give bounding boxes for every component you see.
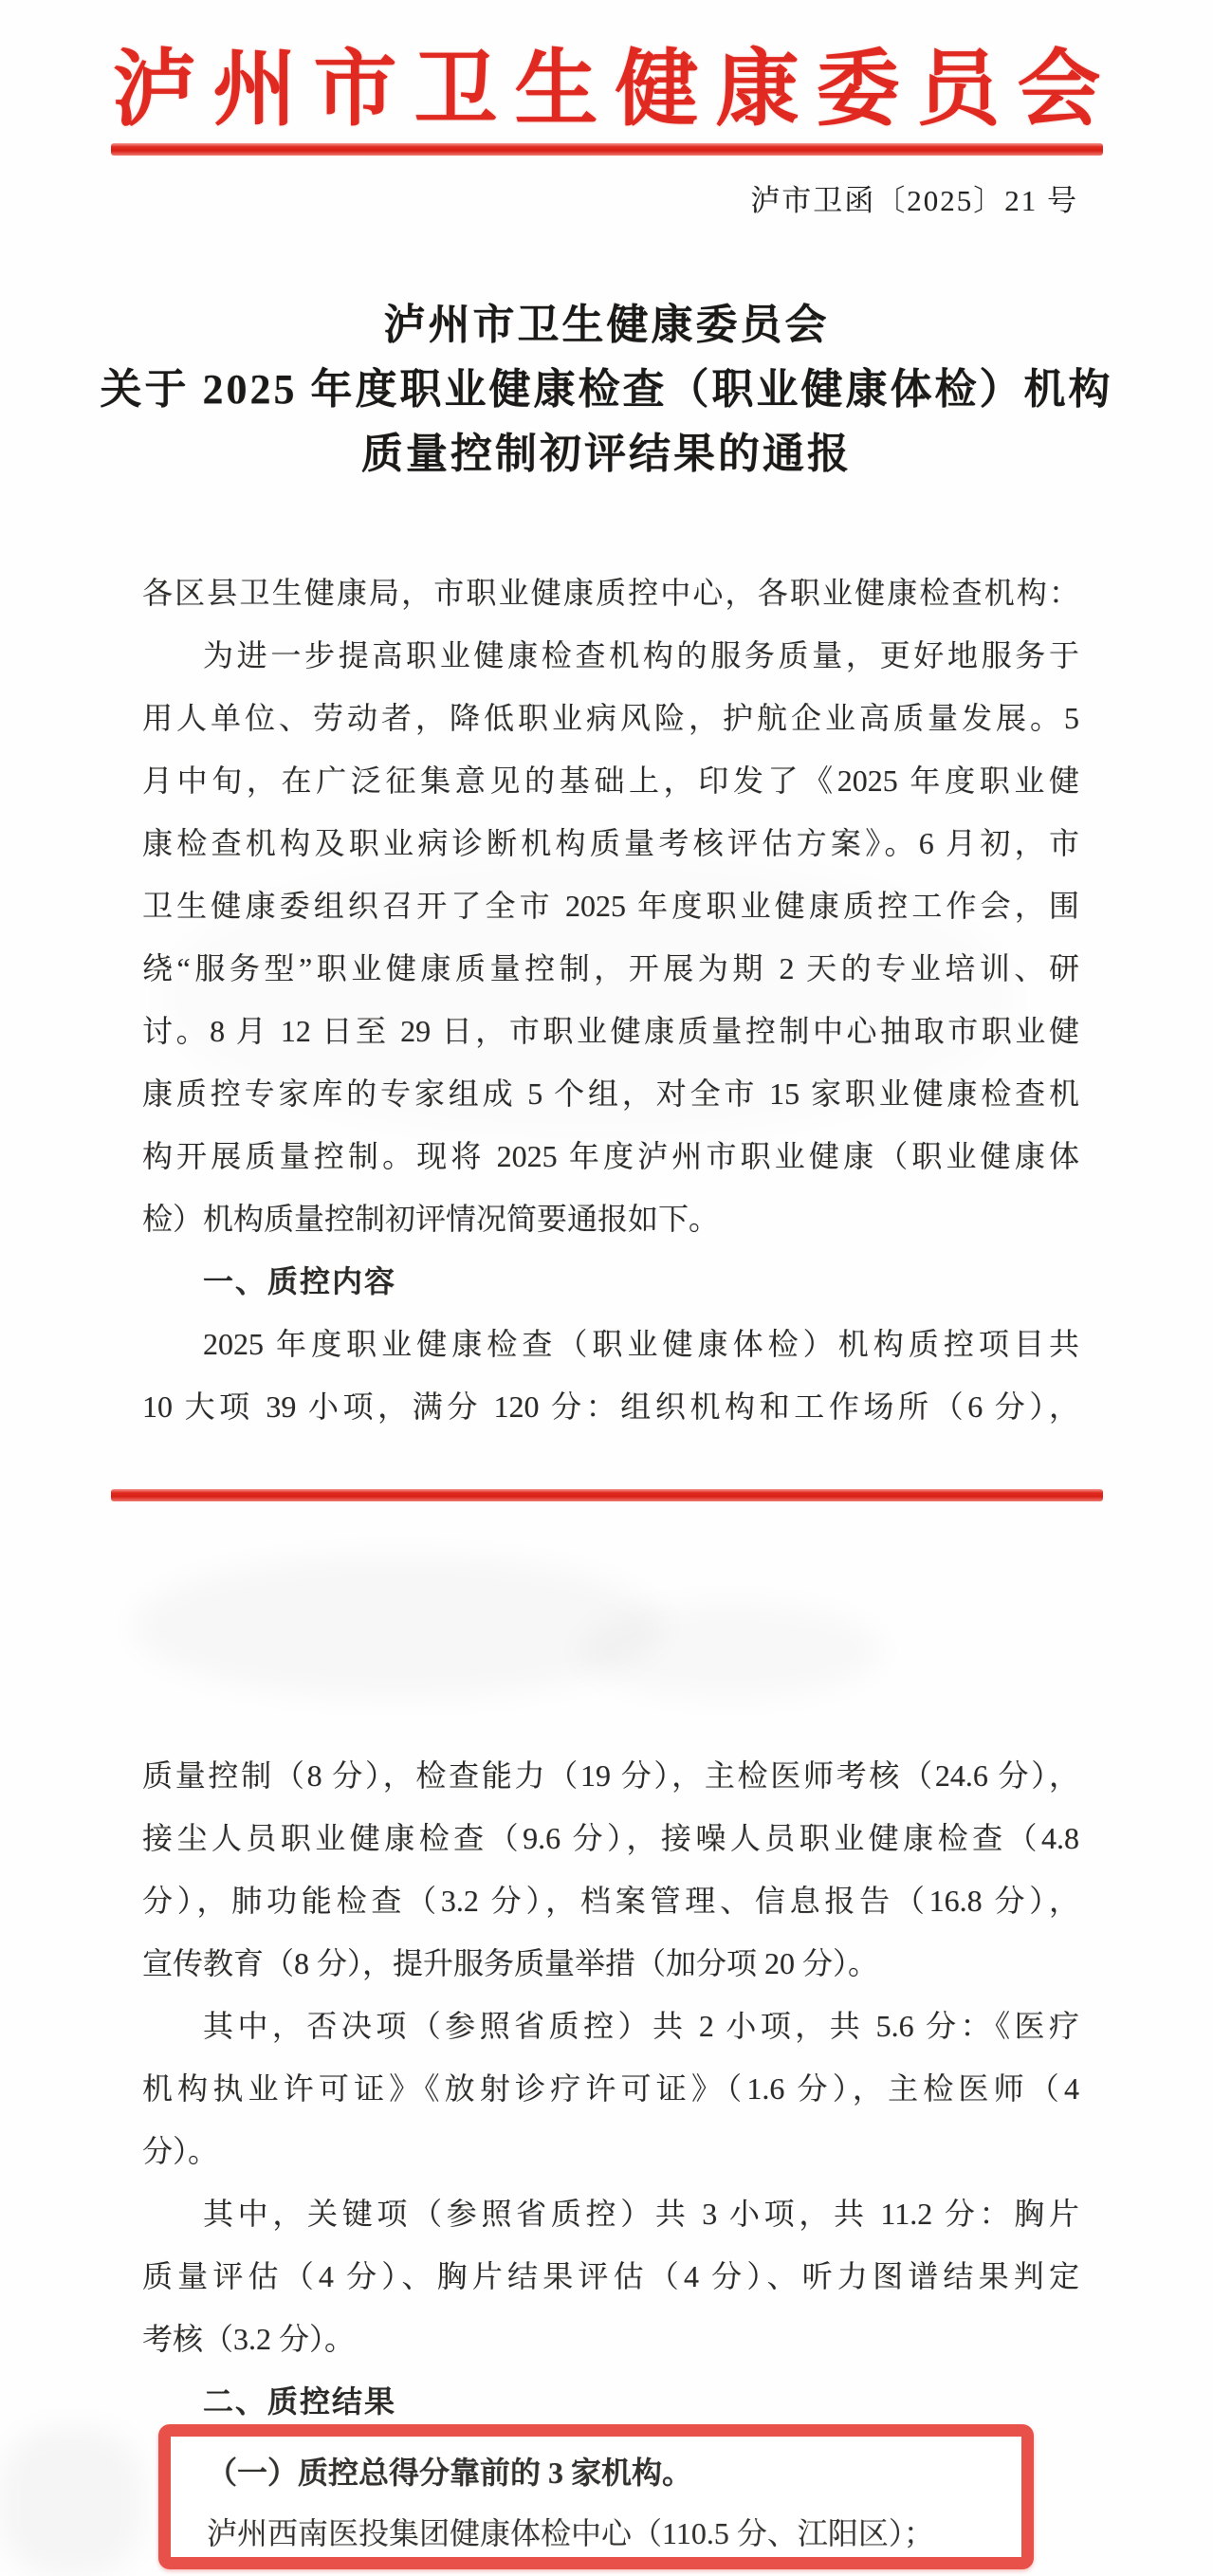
highlight-red-box [158, 2424, 1034, 2569]
body-line: 一、质控内容 [203, 1264, 397, 1298]
body-page-1 [142, 561, 1079, 1438]
body-line: 构开展质量控制。现将 2025 年度泸州市职业健康（职业健康体 [142, 1139, 1079, 1173]
body-line: 机构执业许可证》《放射诊疗许可证》（1.6 分），主检医师（4 [142, 2071, 1079, 2106]
page-break-red-rule [111, 1489, 1103, 1501]
body-line: 分）。 [142, 2134, 219, 2168]
letterhead-org-title: 泸州市卫生健康委员会 [112, 45, 1118, 137]
body-line: 10 大项 39 小项，满分 120 分：组织机构和工作场所（6 分）， [142, 1389, 1079, 1424]
body-line: 其中，否决项（参照省质控）共 2 小项，共 5.6 分：《医疗 [203, 2009, 1079, 2043]
notice-title-line: 质量控制初评结果的通报 [361, 431, 852, 477]
body-line: 绕“服务型”职业健康质量控制，开展为期 2 天的专业培训、研 [142, 951, 1079, 985]
highlight-line: （一）质控总得分靠前的 3 家机构。 [207, 2456, 693, 2490]
body-line: 康检查机构及职业病诊断机构质量考核评估方案》。6 月初，市 [142, 826, 1079, 860]
scan-smudge [579, 1603, 882, 1698]
body-line: 质量评估（4 分）、胸片结果评估（4 分）、听力图谱结果判定 [142, 2259, 1079, 2293]
body-line: 分），肺功能检查（3.2 分），档案管理、信息报告（16.8 分）， [142, 1884, 1079, 1918]
body-page-2 [142, 1744, 1079, 2433]
body-line: 为进一步提高职业健康检查机构的服务质量，更好地服务于 [203, 638, 1079, 672]
body-line: 各区县卫生健康局，市职业健康质控中心，各职业健康检查机构： [142, 576, 1079, 610]
body-line: 其中，关键项（参照省质控）共 3 小项，共 11.2 分：胸片 [203, 2197, 1079, 2231]
body-line: 考核（3.2 分）。 [142, 2322, 356, 2356]
body-line: 康质控专家库的专家组成 5 个组，对全市 15 家职业健康检查机 [142, 1076, 1079, 1111]
body-line: 二、质控结果 [203, 2384, 397, 2419]
body-line: 卫生健康委组织召开了全市 2025 年度职业健康质控工作会，围 [142, 889, 1079, 923]
body-line: 月中旬，在广泛征集意见的基础上，印发了《2025 年度职业健 [142, 764, 1079, 798]
notice-title [0, 293, 1213, 487]
scan-smudge [133, 1555, 664, 1698]
body-line: 检）机构质量控制初评情况简要通报如下。 [142, 1202, 720, 1236]
highlight-line: 泸州西南医投集团健康体检中心（110.5 分、江阳区）； [207, 2516, 934, 2550]
notice-title-line: 泸州市卫生健康委员会 [383, 302, 830, 348]
scan-smudge [0, 2428, 142, 2576]
body-line: 接尘人员职业健康检查（9.6 分），接噪人员职业健康检查（4.8 [142, 1821, 1079, 1855]
body-line: 用人单位、劳动者，降低职业病风险，护航企业高质量发展。5 [142, 701, 1079, 735]
body-line: 质量控制（8 分），检查能力（19 分），主检医师考核（24.6 分）， [142, 1758, 1079, 1793]
letterhead-red-rule [111, 143, 1103, 156]
body-line: 2025 年度职业健康检查（职业健康体检）机构质控项目共 [203, 1327, 1079, 1361]
body-line: 讨。8 月 12 日至 29 日，市职业健康质量控制中心抽取市职业健 [142, 1014, 1079, 1048]
doc-number: 泸市卫函〔2025〕21 号 [750, 184, 1078, 217]
body-line: 宣传教育（8 分），提升服务质量举措（加分项 20 分）。 [142, 1946, 879, 1980]
notice-title-line: 关于 2025 年度职业健康检查（职业健康体检）机构 [100, 366, 1113, 413]
